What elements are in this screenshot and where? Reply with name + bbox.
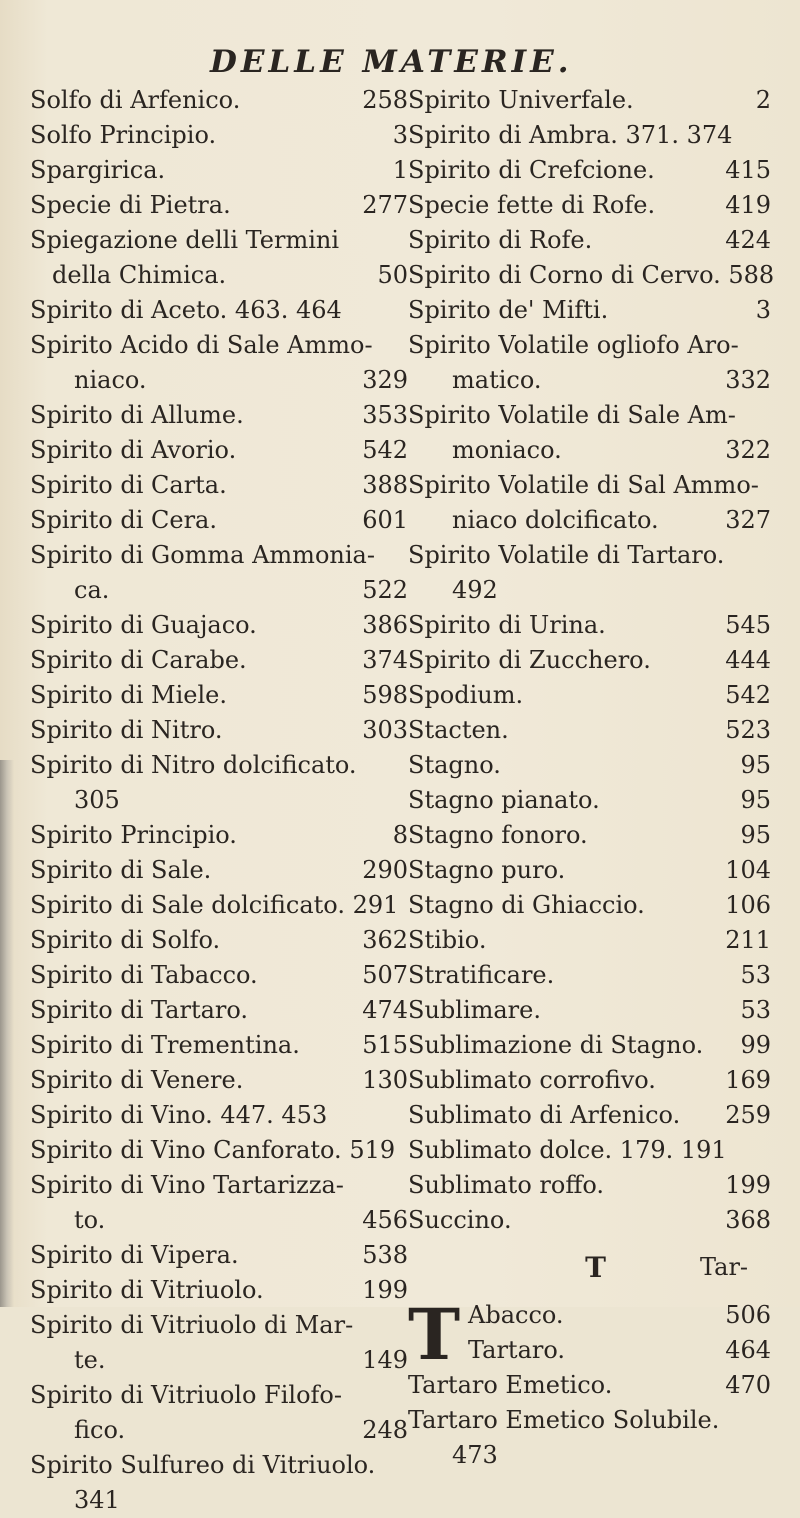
entry-name: Spirito di Ambra. 371. 374 (408, 121, 733, 149)
index-entry (30, 853, 420, 888)
index-entry (30, 468, 420, 503)
entry-page: 386 (362, 611, 408, 639)
index-entry (408, 1403, 783, 1438)
entry-name: Spirito Volatile di Sale Am- (408, 401, 736, 429)
entry-page: 53 (740, 961, 771, 989)
entry-name: Tartaro Emetico Solubile. (408, 1406, 720, 1434)
entry-name: Spirito di Vitriuolo Filofo- (30, 1381, 342, 1409)
entry-page: 169 (725, 1066, 771, 1094)
index-entry (30, 1168, 420, 1203)
index-entry (408, 538, 783, 573)
entry-name: della Chimica. (52, 261, 227, 289)
index-column-left (30, 83, 420, 1518)
entry-name: Spirito di Sale. (30, 856, 212, 884)
index-entry (30, 363, 420, 398)
entry-name: Spirito di Carta. (30, 471, 227, 499)
running-head: DELLE MATERIE. (210, 44, 573, 80)
entry-page: 470 (725, 1371, 771, 1399)
index-entry (408, 223, 783, 258)
index-entry (30, 1238, 420, 1273)
index-entry (408, 468, 783, 503)
entry-page: 50 (377, 261, 408, 289)
entry-name: Spirito di Vitriuolo di Mar- (30, 1311, 354, 1339)
dropcap-entry-2: Tartaro. (468, 1336, 566, 1364)
dropcap-entry-1: Abacco. (468, 1301, 564, 1329)
index-entry (30, 1343, 420, 1378)
index-entry (30, 433, 420, 468)
entry-name: Spirito di Avorio. (30, 436, 237, 464)
entry-page: 2 (755, 86, 771, 114)
entry-name: Spirito di Tartaro. (30, 996, 249, 1024)
dropcap-letter: T (408, 1293, 461, 1376)
entry-page: 332 (725, 366, 771, 394)
index-entry (30, 223, 420, 258)
dropcap-block (408, 1293, 783, 1376)
entry-name: Spirito di Allume. (30, 401, 244, 429)
index-entry (408, 118, 783, 153)
index-entry (30, 118, 420, 153)
entry-page: 456 (362, 1206, 408, 1234)
entry-name: Spirito di Vitriuolo. (30, 1276, 264, 1304)
entry-page: 545 (725, 611, 771, 639)
entry-name: Tartaro Emetico. (408, 1371, 613, 1399)
entry-name: Stagno pianato. (408, 786, 600, 814)
index-entry (30, 1413, 420, 1448)
entry-name: Sublimato corrofivo. (408, 1066, 656, 1094)
index-entry (30, 713, 420, 748)
entry-page: 542 (362, 436, 408, 464)
entry-page: 474 (362, 996, 408, 1024)
binding-shadow (0, 760, 14, 1307)
index-entry (30, 398, 420, 433)
dropcap-page-2: 464 (725, 1336, 771, 1364)
entry-name: niaco. (74, 366, 147, 394)
entry-name: Specie di Pietra. (30, 191, 231, 219)
entry-name: Spirito di Vino. 447. 453 (30, 1101, 328, 1129)
entry-page: 95 (740, 786, 771, 814)
entry-page: 3 (392, 121, 408, 149)
index-entry (408, 153, 783, 188)
entry-name: Spirito di Carabe. (30, 646, 247, 674)
entry-name: 473 (452, 1441, 498, 1469)
entry-page: 538 (362, 1241, 408, 1269)
entry-name: matico. (452, 366, 542, 394)
entry-name: te. (74, 1346, 106, 1374)
entry-page: 99 (740, 1031, 771, 1059)
index-entry (30, 1448, 420, 1483)
entry-name: Spirito Volatile ogliofo Aro- (408, 331, 739, 359)
index-entry (408, 993, 783, 1028)
index-entry (408, 1098, 783, 1133)
index-entry (408, 608, 783, 643)
entry-page: 53 (740, 996, 771, 1024)
entry-name: Stagno fonoro. (408, 821, 588, 849)
entry-name: Spirito Univerfale. (408, 86, 634, 114)
index-entry (408, 398, 783, 433)
index-entry (30, 153, 420, 188)
entry-name: Sublimato di Arfenico. (408, 1101, 681, 1129)
index-entry (30, 83, 420, 118)
entry-name: Solfo Principio. (30, 121, 217, 149)
index-entry (30, 258, 420, 293)
entry-name: Spirito di Urina. (408, 611, 606, 639)
index-entry (408, 888, 783, 923)
index-entry (30, 958, 420, 993)
index-entry (408, 853, 783, 888)
entry-name: Spirito di Guajaco. (30, 611, 257, 639)
index-entry (30, 503, 420, 538)
entry-name: 305 (74, 786, 120, 814)
entry-name: 492 (452, 576, 498, 604)
entry-page: 290 (362, 856, 408, 884)
catchword: Tar- (700, 1253, 749, 1281)
index-entry (30, 538, 420, 573)
entry-page: 199 (725, 1171, 771, 1199)
entry-page: 104 (725, 856, 771, 884)
entry-page: 3 (755, 296, 771, 324)
entry-name: Spirito di Corno di Cervo. 588 (408, 261, 775, 289)
entry-page: 248 (362, 1416, 408, 1444)
entry-name: Spirito di Nitro. (30, 716, 223, 744)
entry-name: Spirito Volatile di Tartaro. (408, 541, 725, 569)
entry-page: 149 (362, 1346, 408, 1374)
index-entry (408, 258, 783, 293)
entry-name: fico. (74, 1416, 126, 1444)
entry-page: 1 (392, 156, 408, 184)
entry-name: Spirito di Nitro dolcificato. (30, 751, 357, 779)
index-entry (408, 958, 783, 993)
entry-page: 598 (362, 681, 408, 709)
index-entry (30, 293, 420, 328)
index-entry (408, 678, 783, 713)
entry-name: Spargirica. (30, 156, 166, 184)
dropcap-page-1: 506 (725, 1301, 771, 1329)
entry-name: Spirito di Zucchero. (408, 646, 651, 674)
entry-page: 303 (362, 716, 408, 744)
entry-name: Stagno puro. (408, 856, 566, 884)
index-entry (30, 1273, 420, 1308)
entry-page: 507 (362, 961, 408, 989)
entry-page: 327 (725, 506, 771, 534)
index-entry (30, 1098, 420, 1133)
entry-page: 374 (362, 646, 408, 674)
entry-name: Spirito di Trementina. (30, 1031, 300, 1059)
index-entry (30, 923, 420, 958)
index-entry (30, 1063, 420, 1098)
index-entry (30, 748, 420, 783)
entry-name: Spirito di Tabacco. (30, 961, 258, 989)
right-entries (408, 83, 783, 1238)
index-entry (408, 713, 783, 748)
entry-page: 424 (725, 226, 771, 254)
entry-page: 199 (362, 1276, 408, 1304)
entry-page: 353 (362, 401, 408, 429)
index-entry (408, 1438, 783, 1473)
entry-page: 95 (740, 751, 771, 779)
entry-name: Spodium. (408, 681, 524, 709)
entry-name: Spirito di Aceto. 463. 464 (30, 296, 342, 324)
entry-page: 277 (362, 191, 408, 219)
entry-name: Solfo di Arfenico. (30, 86, 241, 114)
entry-page: 388 (362, 471, 408, 499)
index-entry (30, 818, 420, 853)
index-entry (408, 748, 783, 783)
index-entry (30, 783, 420, 818)
index-entry (408, 1133, 783, 1168)
index-entry (408, 83, 783, 118)
entry-page: 368 (725, 1206, 771, 1234)
entry-page: 542 (725, 681, 771, 709)
index-entry (408, 923, 783, 958)
entry-name: Spirito di Sale dolcificato. 291 (30, 891, 399, 919)
entry-name: Spirito di Cera. (30, 506, 217, 534)
entry-page: 322 (725, 436, 771, 464)
entry-name: Spirito di Vipera. (30, 1241, 239, 1269)
entry-name: Succino. (408, 1206, 512, 1234)
index-entry (408, 328, 783, 363)
entry-page: 522 (362, 576, 408, 604)
entry-page: 106 (725, 891, 771, 919)
entry-name: Stacten. (408, 716, 509, 744)
index-entry (30, 1203, 420, 1238)
index-entry (408, 1368, 783, 1403)
entry-name: Stibio. (408, 926, 487, 954)
index-entry (408, 1203, 783, 1238)
entry-page: 8 (392, 821, 408, 849)
entry-page: 362 (362, 926, 408, 954)
entry-name: Sublimato roffo. (408, 1171, 605, 1199)
entry-name: Spirito de' Mifti. (408, 296, 609, 324)
entry-page: 259 (725, 1101, 771, 1129)
index-entry (408, 293, 783, 328)
entry-page: 211 (725, 926, 771, 954)
entry-name: Spiegazione delli Termini (30, 226, 340, 254)
entry-name: moniaco. (452, 436, 562, 464)
entry-name: Spirito di Miele. (30, 681, 227, 709)
entry-page: 515 (362, 1031, 408, 1059)
entry-page: 95 (740, 821, 771, 849)
index-entry (30, 188, 420, 223)
entry-page: 258 (362, 86, 408, 114)
entry-name: Stagno di Ghiaccio. (408, 891, 645, 919)
entry-page: 419 (725, 191, 771, 219)
index-entry (30, 608, 420, 643)
entry-name: niaco dolcificato. (452, 506, 659, 534)
index-entry (30, 573, 420, 608)
index-entry (408, 1028, 783, 1063)
entry-name: to. (74, 1206, 106, 1234)
index-entry (30, 888, 420, 923)
entry-name: Specie fette di Rofe. (408, 191, 656, 219)
entry-name: Spirito di Vino Tartarizza- (30, 1171, 344, 1199)
after-dropcap-entries (408, 1368, 783, 1473)
entry-page: 329 (362, 366, 408, 394)
index-entry (408, 643, 783, 678)
index-entry (408, 1168, 783, 1203)
entry-name: Spirito di Vino Canforato. 519 (30, 1136, 396, 1164)
index-entry (408, 363, 783, 398)
entry-name: Spirito Principio. (30, 821, 237, 849)
index-entry (30, 1308, 420, 1343)
entry-page: 130 (362, 1066, 408, 1094)
entry-name: Stratificare. (408, 961, 555, 989)
entry-page: 523 (725, 716, 771, 744)
index-entry (408, 573, 783, 608)
entry-name: ca. (74, 576, 110, 604)
entry-name: 341 (74, 1486, 120, 1514)
entry-page: 415 (725, 156, 771, 184)
entry-name: Spirito di Solfo. (30, 926, 221, 954)
entry-name: Stagno. (408, 751, 501, 779)
index-entry (30, 1483, 420, 1518)
entry-name: Spirito di Gomma Ammonia- (30, 541, 375, 569)
entry-name: Spirito Volatile di Sal Ammo- (408, 471, 759, 499)
entry-name: Spirito di Rofe. (408, 226, 593, 254)
index-entry (408, 818, 783, 853)
index-entry (408, 503, 783, 538)
entry-name: Sublimato dolce. 179. 191 (408, 1136, 727, 1164)
index-entry (30, 643, 420, 678)
index-entry (30, 1378, 420, 1413)
index-entry (30, 1133, 420, 1168)
entry-page: 601 (362, 506, 408, 534)
index-entry (408, 1063, 783, 1098)
entry-name: Sublimazione di Stagno. (408, 1031, 704, 1059)
section-letter: T (585, 1251, 606, 1284)
entry-name: Spirito di Crefcione. (408, 156, 655, 184)
index-entry (30, 328, 420, 363)
entry-name: Spirito Sulfureo di Vitriuolo. (30, 1451, 376, 1479)
index-entry (408, 188, 783, 223)
index-entry (30, 1028, 420, 1063)
entry-page: 444 (725, 646, 771, 674)
index-entry (30, 678, 420, 713)
entry-name: Spirito Acido di Sale Ammo- (30, 331, 373, 359)
entry-name: Spirito di Venere. (30, 1066, 244, 1094)
entry-name: Sublimare. (408, 996, 541, 1024)
index-entry (408, 783, 783, 818)
index-entry (30, 993, 420, 1028)
index-entry (408, 433, 783, 468)
